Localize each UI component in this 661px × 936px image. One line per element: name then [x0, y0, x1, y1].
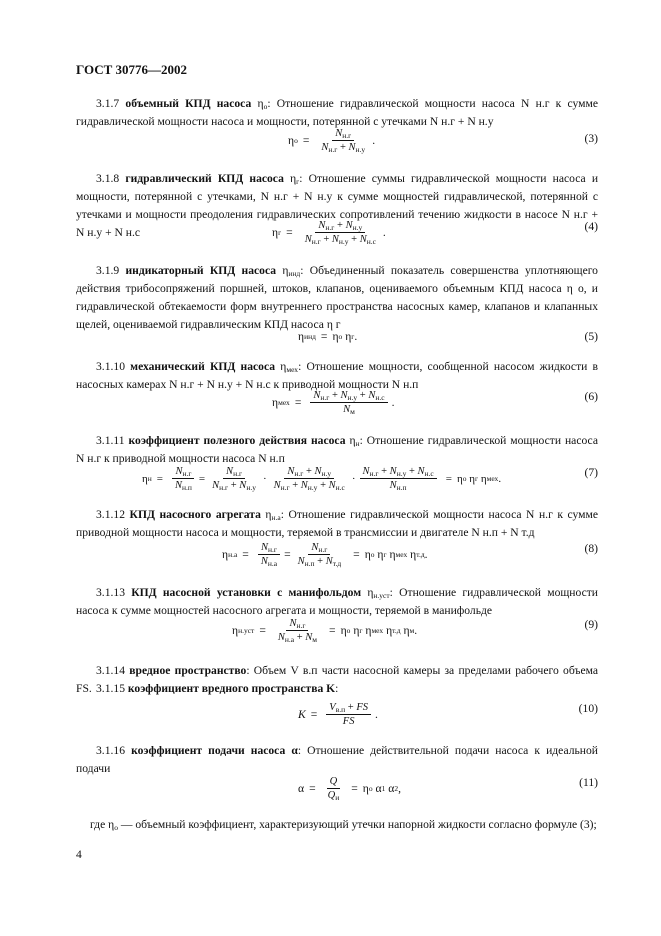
clause-3-1-9: [76, 262, 598, 334]
clause-number: 3.1.16: [96, 744, 125, 757]
page-number: 4: [76, 848, 82, 861]
clause-text: : Объем V в.п части насосной камеры за пределами рабочего объема FS.: [76, 664, 598, 695]
clause-3-1-13: [76, 584, 598, 620]
equation-number: (3): [584, 132, 598, 145]
clause-term: коэффициент вредного пространства K: [127, 682, 336, 695]
equation-number: (7): [584, 466, 598, 479]
document-header: ГОСТ 30776—2002: [76, 62, 188, 77]
clause-text: : Отношение гидравлической мощности насоса N н.г к сумме гидравлической мощности насоса и мощности, потерянной с утечками N н.г + N н.у: [76, 97, 598, 128]
clause-number: 3.1.8: [96, 172, 120, 185]
equation-number: (8): [584, 542, 598, 555]
where-clause: где $\eta_о$ — объемный коэффициент, характеризующий утечки напорной жидкости согласно формуле (3);: [90, 818, 597, 832]
clause-symbol: $\eta_н$: [349, 434, 360, 448]
clause-symbol: $\eta_г$: [290, 172, 300, 186]
clause-term: механический КПД насоса: [130, 360, 276, 373]
clause-text: : Отношение гидравлической мощности насоса N н.г к сумме приводной мощности насоса и мощности, теряемой в трансмиссии и двигателе N н.п + N т.д: [76, 508, 598, 539]
clause-text: : Отношение гидравлической мощности насоса к сумме мощностей насосного агрегата и мощности, теряемой в манифольде: [76, 586, 599, 617]
equation-8: η н.а = $\frac{N_{н.г}}{N_{н.а}}$ = $\frac{N_{н.г}}{N_{н.п} + N_{т.д}}$ = η о η г η мех η т.д . (8): [222, 542, 598, 568]
clause-text: : Объединенный показатель совершенства уплотняющего действия трибосопряжений поршней, штоков, клапанов, оцениваемого объемным КПД насоса η о, и гидравлической обтекаемости форм внутреннего пространства насосных камер, клапанов и клапанных щелей, оцениваемой гидравлическим КПД насоса η г: [76, 264, 598, 331]
equation-10: K = $\frac{V_{в.п} + FS}{FS}$ . (10): [298, 702, 598, 727]
equation-number: (10): [578, 702, 598, 715]
clause-term: коэффициент подачи насоса α: [131, 744, 298, 757]
clause-term: гидравлический КПД насоса: [125, 172, 284, 185]
clause-text: :: [335, 682, 339, 695]
clause-number: 3.1.13: [96, 586, 125, 599]
clause-symbol: $\eta_{н.уст}$: [367, 586, 390, 600]
clause-term: КПД насосной установки с манифольдом: [131, 586, 362, 599]
equation-3: η о = $\frac{N_{н.г}}{N_{н.г} + N_{н.у}}$ . (3): [288, 128, 598, 154]
clause-number: 3.1.10: [96, 360, 125, 373]
clause-term: КПД насосного агрегата: [129, 508, 261, 521]
clause-text: : Отношение действительной подачи насоса к идеальной подачи: [76, 744, 598, 775]
equation-number: (5): [584, 330, 598, 343]
clause-term: вредное пространство: [129, 664, 247, 677]
clause-symbol: $\eta_о$: [257, 97, 268, 111]
clause-symbol: $\eta_{инд}$: [282, 264, 301, 278]
clause-term: объемный КПД насоса: [125, 97, 252, 110]
equation-4: η г = $\frac{N_{н.г} + N_{н.у}}{N_{н.г} + N_{н.у} + N_{н.с}}$ . (4): [272, 220, 598, 246]
equation-5: η инд = η о η г . (5): [298, 330, 598, 343]
equation-number: (4): [584, 220, 598, 233]
clause-term: коэффициент полезного действия насоса: [128, 434, 346, 447]
clause-text: : Отношение гидравлической мощности насоса N н.г к приводной мощности насоса N н.п: [76, 434, 598, 465]
clause-number: 3.1.9: [96, 264, 120, 277]
equation-number: (11): [579, 776, 598, 789]
clause-number: 3.1.7: [96, 97, 120, 110]
clause-text: : Отношение суммы гидравлической мощности насоса и мощности, потерянной с утечками, N н.г + N н.у к сумме мощностей гидравлической, потерянной с утечками и мощности преодоления гидравлических сопротивлений течению жидкости в насосе N н.г + N н.у + N н.с: [76, 172, 599, 239]
equation-6: η мех = $\frac{N_{н.г} + N_{н.у} + N_{н.с}}{N_м}$ . (6): [272, 390, 598, 416]
clause-3-1-12: [76, 506, 598, 542]
equation-7: η н = $\frac{N_{н.г}}{N_{н.п}}$ = $\frac{N_{н.г}}{N_{н.г} + N_{н.у}}$ · $\frac{N_{н.г} + N_{н.у}}{N_{н.г} + N_{н.у} + N_{н.с}}$ · $\frac{N_{н.г} + N_{н.у} + N_{н.с}}{N_{н.п}}$ = η о η г η мех . (7): [142, 466, 598, 492]
clause-3-1-16: [76, 742, 598, 778]
clause-number: 3.1.14: [96, 664, 125, 677]
clause-number: 3.1.12: [96, 508, 125, 521]
clause-number: 3.1.11: [96, 434, 125, 447]
clause-3-1-7: [76, 95, 598, 131]
clause-symbol: $\eta_{мех}$: [280, 360, 299, 374]
equation-number: (9): [584, 618, 598, 631]
clause-3-1-15: [76, 680, 598, 698]
clause-number: 3.1.15: [96, 682, 125, 695]
clause-term: индикаторный КПД насоса: [125, 264, 277, 277]
clause-symbol: $\eta_{н.а}$: [265, 508, 281, 522]
equation-9: η н.уст = $\frac{N_{н.г}}{N_{н.а} + N_м}$ = η о η г η мех η т.д η м . (9): [232, 618, 598, 644]
equation-number: (6): [584, 390, 598, 403]
clause-3-1-11: [76, 432, 598, 468]
clause-3-1-10: [76, 358, 598, 394]
equation-11: α = $\frac{Q}{Q_и}$ = η о α 1 α 2 , (11): [298, 776, 598, 802]
clause-text: : Отношение мощности, сообщенной насосом жидкости в насосных камерах N н.г + N н.у + N н.с к приводной мощности N н.п: [76, 360, 598, 391]
